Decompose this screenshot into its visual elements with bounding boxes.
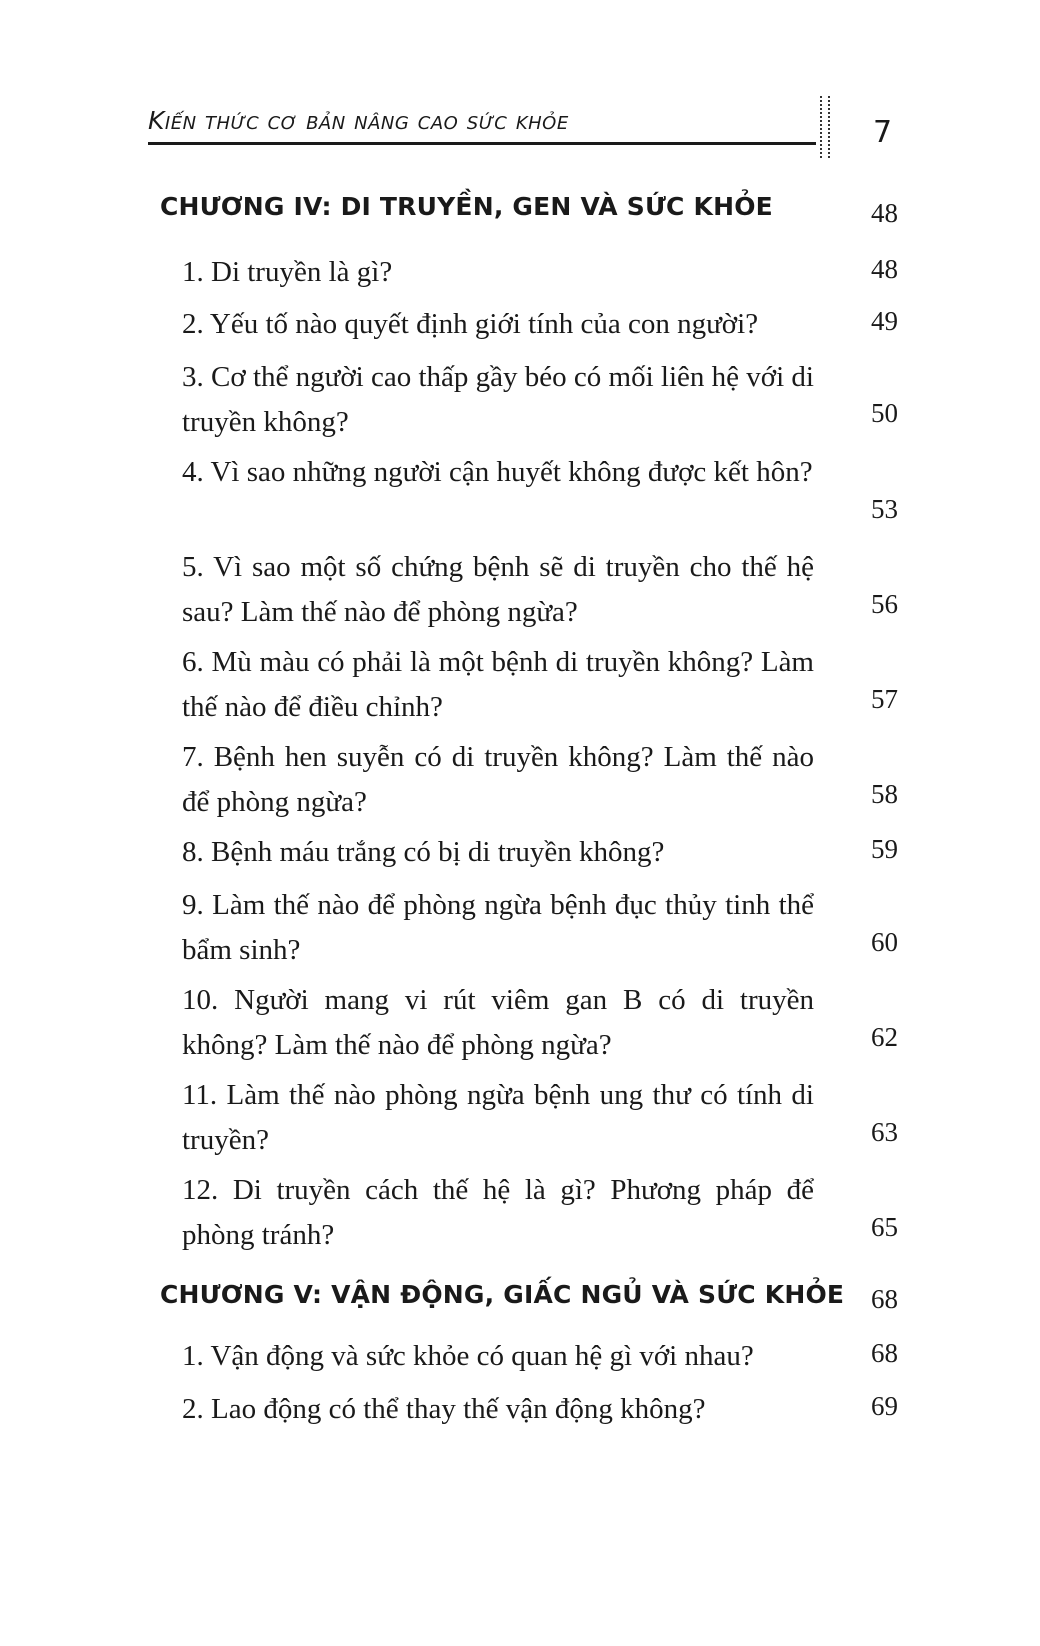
toc-entry[interactable]: 2. Lao động có thể thay thế vận động không? (182, 1393, 706, 1425)
toc-entry[interactable]: 6. Mù màu có phải là một bệnh di truyền không? Làm thế nào để điều chỉnh? (182, 646, 814, 723)
chapter-5-heading[interactable] (160, 1280, 900, 1309)
toc-entry-page: 57 (871, 684, 898, 714)
toc-entry-page: 53 (871, 494, 898, 524)
toc-entry-page: 59 (871, 834, 898, 864)
header-rule (148, 142, 816, 145)
toc-entry[interactable]: 11. Làm thế nào phòng ngừa bệnh ung thư có tính di truyền? (182, 1079, 814, 1156)
header-ornament (820, 96, 830, 158)
toc-entry-page: 65 (871, 1212, 898, 1242)
toc-entry-page: 62 (871, 1022, 898, 1052)
toc-entry-page: 49 (871, 306, 898, 336)
toc-entry-page: 50 (871, 398, 898, 428)
toc-entry-page: 58 (871, 779, 898, 809)
chapter-4-heading[interactable] (160, 192, 900, 221)
toc-entry-page: 56 (871, 589, 898, 619)
page-number: 7 (873, 115, 893, 150)
toc-entry-page: 60 (871, 927, 898, 957)
toc-entry[interactable]: 2. Yếu tố nào quyết định giới tính của con người? (182, 308, 759, 340)
chapter-4-page: 48 (871, 198, 898, 228)
toc-entry[interactable]: 5. Vì sao một số chứng bệnh sẽ di truyền cho thế hệ sau? Làm thế nào để phòng ngừa? (182, 551, 814, 628)
toc-entry[interactable]: 10. Người mang vi rút viêm gan B có di truyền không? Làm thế nào để phòng ngừa? (182, 984, 814, 1061)
toc-entry[interactable]: 8. Bệnh máu trắng có bị di truyền không? (182, 836, 665, 868)
toc-entry-page: 69 (871, 1391, 898, 1421)
running-header (148, 100, 816, 146)
toc-entry-page: 68 (871, 1338, 898, 1368)
toc-entry[interactable]: 1. Vận động và sức khỏe có quan hệ gì với nhau? (182, 1340, 754, 1372)
toc-entry[interactable]: 9. Làm thế nào để phòng ngừa bệnh đục thủy tinh thể bẩm sinh? (182, 889, 814, 966)
toc-entry[interactable]: 3. Cơ thể người cao thấp gầy béo có mối liên hệ với di truyền không? (182, 361, 814, 438)
running-title: Kiến thức cơ bản nâng cao sức khỏe (148, 106, 569, 135)
chapter-5-page: 68 (871, 1284, 898, 1314)
toc-entry[interactable]: 12. Di truyền cách thế hệ là gì? Phương pháp để phòng tránh? (182, 1174, 814, 1251)
toc-entry-page: 63 (871, 1117, 898, 1147)
chapter-title: CHƯƠNG IV: DI TRUYỀN, GEN VÀ SỨC KHỎE (160, 192, 773, 221)
toc-entry[interactable]: 4. Vì sao những người cận huyết không được kết hôn? (182, 456, 813, 488)
toc-entry[interactable]: 7. Bệnh hen suyễn có di truyền không? Làm thế nào để phòng ngừa? (182, 741, 814, 818)
toc-entry[interactable]: 1. Di truyền là gì? (182, 256, 393, 288)
chapter-title: CHƯƠNG V: VẬN ĐỘNG, GIẤC NGỦ VÀ SỨC KHỎE (160, 1280, 845, 1309)
toc-entry-page: 48 (871, 254, 898, 284)
